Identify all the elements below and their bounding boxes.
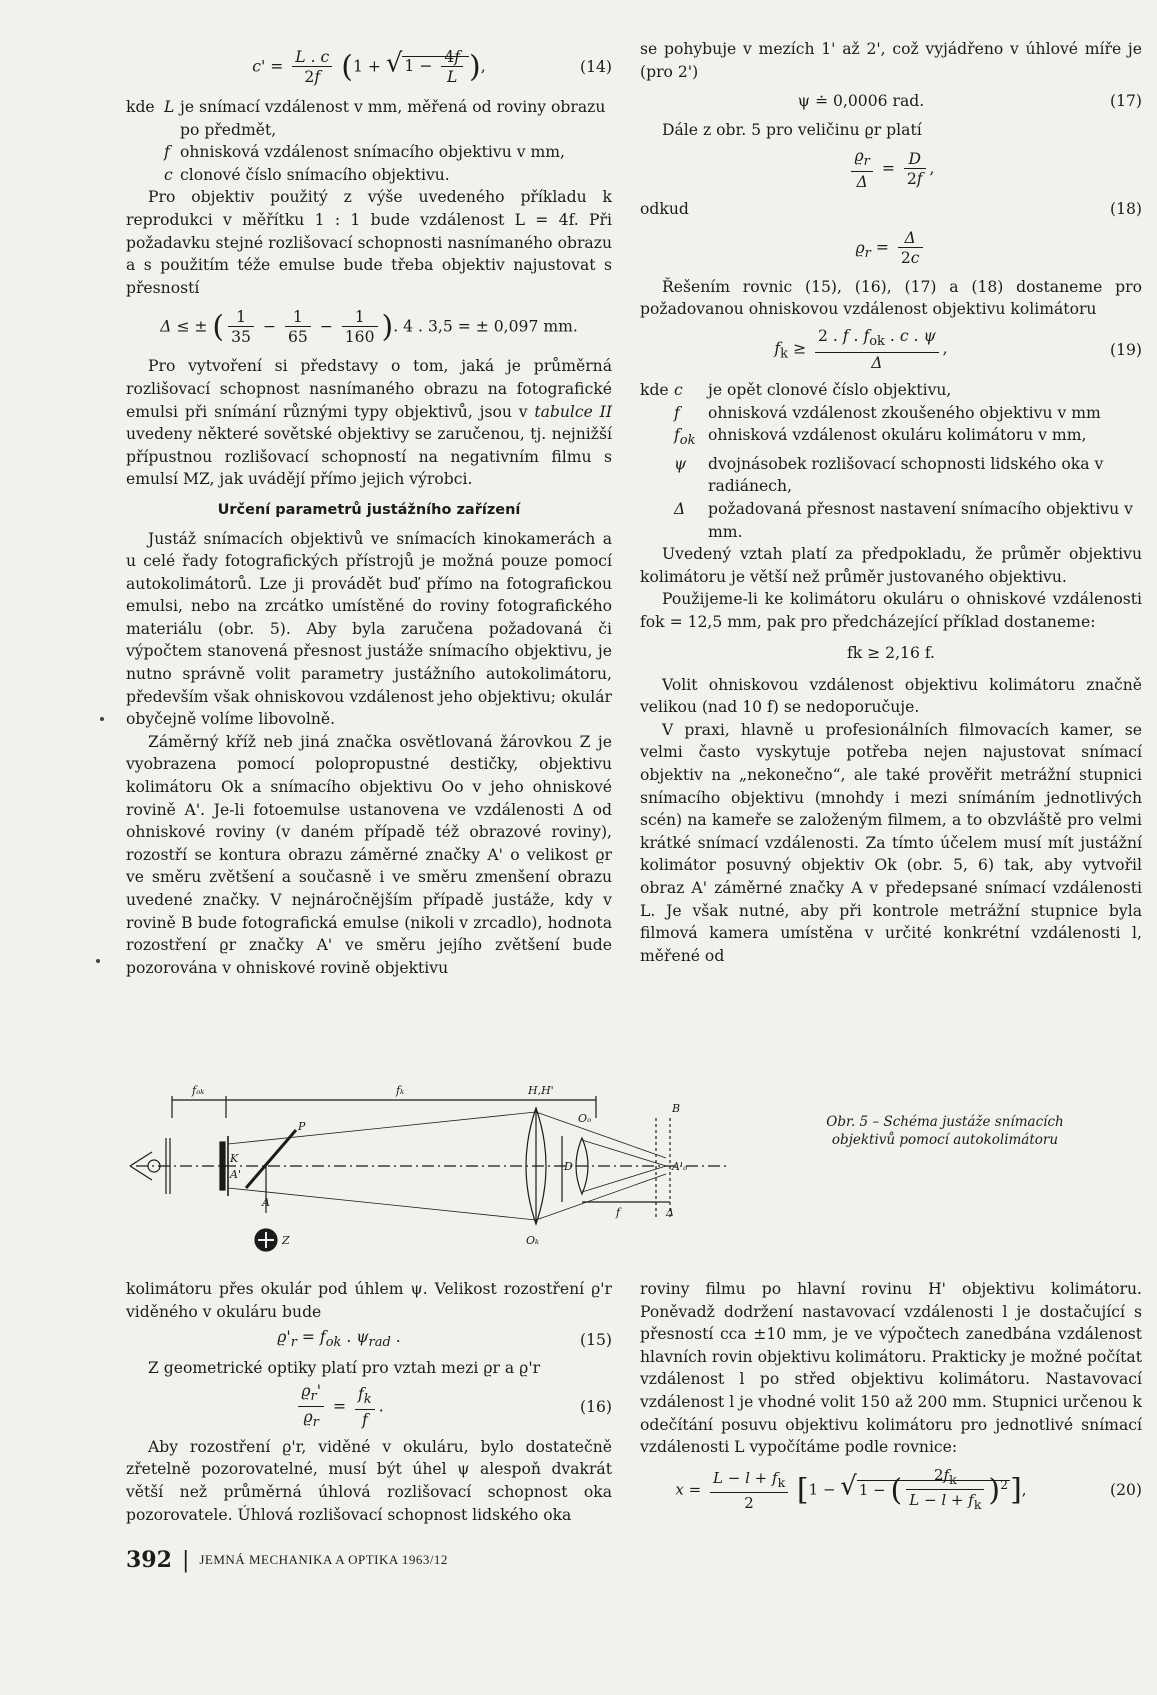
svg-text:Oₒ: Oₒ — [578, 1112, 592, 1125]
left-column-bottom — [126, 1278, 612, 1526]
paragraph: Volit ohniskovou vzdálenost objektivu kolimátoru značně velikou (nad 10 f) se nedoporučuje. — [640, 675, 1142, 717]
svg-text:P: P — [298, 1120, 306, 1133]
equation-rho-ratio: $\frac{ϱ_r}{\Delta}$ = $\frac{D}{2f}$ , — [640, 144, 1142, 196]
svg-text:H,H': H,H' — [528, 1084, 554, 1097]
paragraph: se pohybuje v mezích 1' až 2', což vyjádřeno v úhlové míře je (pro 2') — [640, 40, 1142, 81]
equation-16: $\frac{ϱ_r'}{ϱ_r}$ = $\frac{f_k}{f}$ . (16) — [126, 1382, 612, 1434]
svg-text:fₖ: fₖ — [396, 1084, 405, 1097]
right-column-top — [640, 38, 1142, 967]
definition-fok: $f_{ok}$ ohnisková vzdálenost okuláru kolimátoru v mm, — [674, 426, 1087, 449]
svg-text:B: B — [672, 1102, 681, 1115]
paragraph: Uvedený vztah platí za předpokladu, že průměr objektivu kolimátoru je větší než průměr justovaného objektivu. — [640, 545, 1142, 586]
paragraph: Řešením rovnic (15), (16), (17) a (18) dostaneme pro požadovanou ohniskovou vzdálenost objektivu kolimátoru — [640, 277, 1142, 319]
equation-number: (14) — [579, 57, 612, 76]
autocollimator-diagram — [126, 1078, 776, 1258]
svg-text:A': A' — [230, 1168, 241, 1181]
paragraph: kolimátoru přes okulár pod úhlem ψ. Velikost rozostření ϱ'r viděného v okuláru bude — [126, 1280, 612, 1321]
paragraph: Dále z obr. 5 pro veličinu ϱr platí — [662, 121, 922, 140]
left-column-top — [126, 38, 612, 979]
equation-18-label: odkud (18) — [640, 200, 1142, 219]
definition-delta: Δ požadovaná přesnost nastavení snímacího objektivu v mm. — [674, 500, 1133, 541]
svg-text:A: A — [262, 1196, 270, 1209]
paragraph: roviny filmu po hlavní rovinu H' objektivu kolimátoru. Poněvadž dodržení nastavovací vzdálenosti l je dostačující s přesností cca ±10 mm, je ve výpočtech zanedbána vzdálenost hlavních rovin objektivu kolimátoru. Prakticky je možné počítat vzdálenost l po střed objektivu kolimátoru. Nastavovací vzdálenost l je vhodné volit 150 až 200 mm. Stupnici určenou k odečítání posuvu objektivu kolimátoru pro jednotlivé snímací vzdálenosti L vypočítáme podle rovnice: — [640, 1280, 1142, 1457]
margin-dot — [96, 959, 100, 963]
definition-c: kde c je opět clonové číslo objektivu, — [640, 380, 952, 399]
svg-text:Z: Z — [282, 1234, 290, 1247]
paragraph: Justáž snímacích objektivů ve snímacích kinokamerách a u celé řady fotografických přístrojů je možná pouze pomocí autokolimátorů. Lze ji provádět buď přímo na fotografickou emulsi, nebo na zrcátko umístěné do roviny fotografického materiálu (obr. 5). Aby byla zaručena požadovaná či výpočtem stanovená přesnost justáže snímacího objektivu, je nutno správně volit parametry justážního autokolimátoru, především však ohniskovou vzdálenost jeho objektivu; okulár obyčejně volíme libovolně. — [126, 529, 612, 729]
journal-name: JEMNÁ MECHANIKA A OPTIKA 1963/12 — [199, 1552, 448, 1567]
equation-18: $ϱ_r$ = $\frac{\Delta}{2c}$ — [640, 224, 1142, 274]
equation-19: $f_k$ ≥ $\frac{2 . f . f_{ok} . c . \psi}{\Delta}$ , (19) — [774, 327, 1142, 372]
paragraph: Aby rozostření ϱ'r, viděné v okuláru, bylo dostatečně zřetelně pozorovatelné, musí být úhel ψ alespoň dvakrát větší než průměrná úhlová rozlišovací schopnost oka pozorovatele. Úhlová rozlišovací schopnost lidského oka — [126, 1437, 612, 1524]
definition-f: f ohnisková vzdálenost zkoušeného objektivu v mm — [674, 403, 1101, 422]
page-footer: 392 | JEMNÁ MECHANIKA A OPTIKA 1963/12 — [126, 1547, 448, 1573]
svg-text:Oₖ: Oₖ — [526, 1234, 540, 1247]
svg-text:fₒₖ: fₒₖ — [192, 1084, 205, 1097]
page-number: 392 — [126, 1547, 172, 1573]
paragraph: Pro vytvoření si představy o tom, jaká je průměrná rozlišovací schopnost nasnímaného obrazu na fotografické emulsi při snímání různými typy objektivů, jsou v tabulce II uvedeny některé sovětské objektivy se zaručenou, tj. nejnižší přípustnou rozlišovací schopností na negativním filmu s emulsí MZ, jak uvádějí přímo jejich výrobci. — [126, 357, 612, 489]
right-column-bottom — [640, 1278, 1142, 1523]
svg-text:A'ₒ: A'ₒ — [672, 1160, 688, 1173]
svg-text:D: D — [564, 1160, 573, 1173]
definition-f: f ohnisková vzdálenost snímacího objektivu v mm, — [164, 143, 566, 162]
svg-text:f: f — [616, 1206, 621, 1219]
paragraph: V praxi, hlavně u profesionálních filmovacích kamer, se velmi často vyskytuje potřeba nejen najustovat snímací objektiv na „nekonečno“, ale také prověřit metrážní stupnici snímacího objektivu (mnohdy i mezi snímáním jednotlivých scén) na kameře se založeným filmem, a to obzvláště pro velmi krátké snímací vzdálenosti. Za tímto účelem musí mít justážní kolimátor posuvný objektiv Ok (obr. 5, 6) tak, aby vytvořil obraz A' záměrné značky A v předepsané snímací vzdálenosti L. Je však nutné, aby při kontrole metrážní stupnice byla filmová kamera umístěna v určité konkrétní vzdálenosti l, měřené od — [640, 720, 1142, 965]
definition-L: kde L je snímací vzdálenost v mm, měřená od roviny obrazu po předmět, — [126, 98, 606, 139]
paragraph: Pro objektiv použitý z výše uvedeného příkladu k reprodukci v měřítku 1 : 1 bude vzdálenost L = 4f. Při požadavku stejné rozlišovací schopnosti nasnímaného obrazu a s použitím téže emulse bude třeba objektiv najustovat s přesností — [126, 188, 612, 297]
equation-20: x = $\frac{L - l + f_k}{2}$ [1 − √ 1 − ( $\frac{2f_k}{L - l + f_k}$ )$^2$], (20) — [675, 1466, 1142, 1513]
figure-caption: Obr. 5 – Schéma justáže snímacích objektivů pomocí autokolimátoru — [826, 1114, 1064, 1148]
reticle-plate — [220, 1142, 225, 1190]
definition-psi: ψ dvojnásobek rozlišovací schopnosti lidského oka v radiánech, — [674, 454, 1104, 496]
paragraph: Záměrný kříž neb jiná značka osvětlovaná žárovkou Z je vyobrazena pomocí polopropustné destičky, objektivu kolimátoru Ok a snímacího objektivu Oo v jeho ohniskové rovině A'. Je-li fotoemulse ustanovena ve vzdálenosti Δ od ohniskové roviny (v daném případě též obrazové roviny), rozostří se kontura obrazu záměrné značky A' o velikost ϱr ve směru zvětšení a současně i ve směru zmenšení obrazu uvedené značky. V nejnáročnějším případě justáže, kdy v rovině B bude fotografická emulse (nikoli v zrcadlo), hodnota rozostření ϱr značky A' ve směru jejího zvětšení bude pozorována v ohniskové rovině objektivu — [126, 732, 612, 977]
paragraph: Z geometrické optiky platí pro vztah mezi ϱr a ϱ'r — [148, 1359, 541, 1378]
equation-14: c' = $\frac{L . c}{2f}$ (1 + √ 1 − $\frac{4f}{L}$ ), (14) — [252, 47, 612, 86]
margin-dot — [100, 717, 104, 721]
svg-text:K: K — [230, 1152, 239, 1165]
section-heading: Určení parametrů justážního zařízení — [217, 501, 521, 518]
equation-15: $ϱ'_r = f_{ok}$ . $\psi_{rad}$ . (15) — [277, 1327, 612, 1350]
definition-c: c clonové číslo snímacího objektivu. — [164, 165, 450, 184]
paragraph: Použijeme-li ke kolimátoru okuláru o ohniskové vzdálenosti fok = 12,5 mm, pak pro předcházející příklad dostaneme: — [640, 590, 1142, 632]
svg-text:Δ: Δ — [666, 1206, 674, 1219]
half-mirror — [246, 1130, 296, 1188]
equation-17: ψ ≐ 0,0006 rad. (17) — [797, 91, 1142, 110]
equation-fk: fk ≥ 2,16 f. — [846, 644, 936, 663]
equation-delta: Δ ≤ ± ( $\frac{1}{35}$ − $\frac{1}{65}$ − $\frac{1}{160}$ ). 4 . 3,5 = ± 0,097 mm. — [160, 307, 578, 346]
